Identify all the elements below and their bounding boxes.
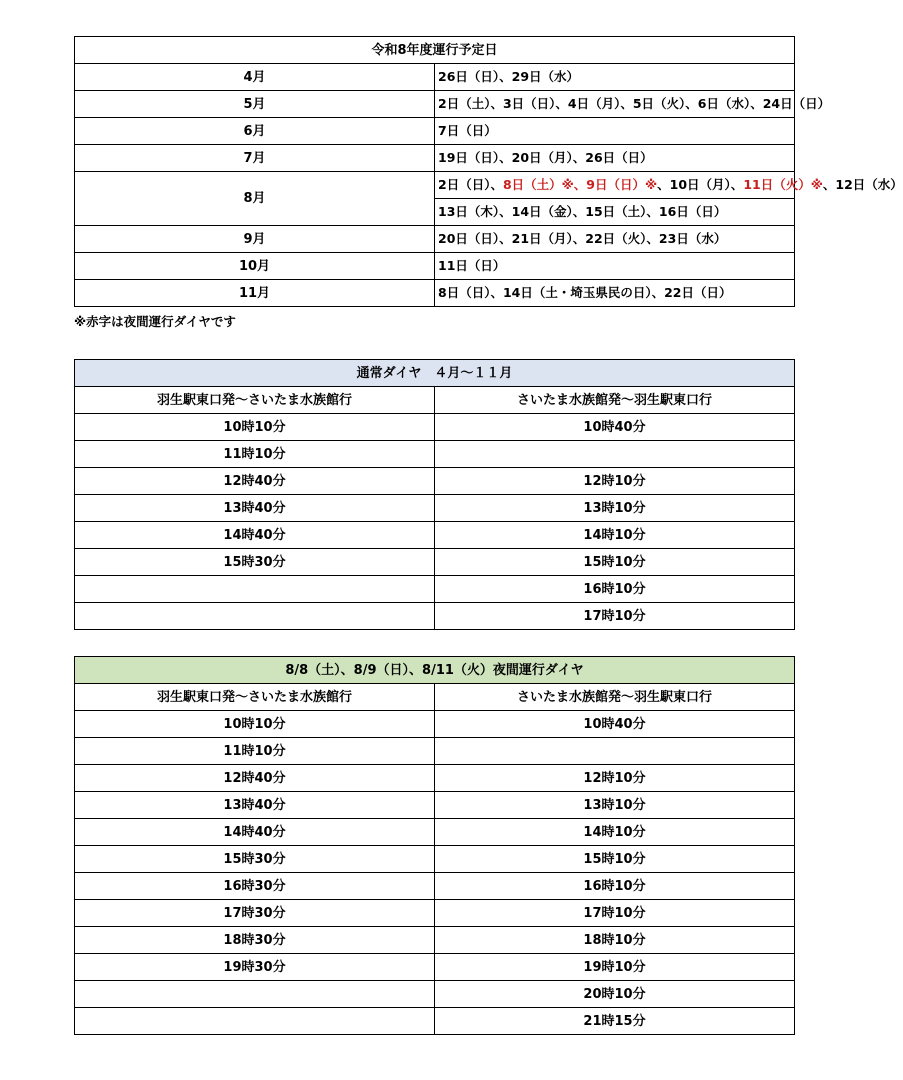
calendar-row xyxy=(75,145,795,172)
night-operation-date: 11日（火）※ xyxy=(743,176,823,192)
outbound-departure-time: 13時40分 xyxy=(75,495,435,522)
timetable-row xyxy=(75,1008,795,1035)
operation-date: 、10日（月）、 xyxy=(657,176,744,192)
calendar-title-row xyxy=(75,37,795,64)
calendar-row xyxy=(75,253,795,280)
inbound-departure-time: 14時10分 xyxy=(435,522,795,549)
calendar-days xyxy=(435,280,795,307)
operation-date: 2日（土）、3日（日）、4日（月）、5日（火）、6日（水）、24日（日） xyxy=(438,95,831,111)
inbound-departure-time: 12時10分 xyxy=(435,468,795,495)
outbound-departure-time xyxy=(75,603,435,630)
timetable-row xyxy=(75,738,795,765)
calendar-days xyxy=(435,226,795,253)
outbound-departure-time: 13時40分 xyxy=(75,792,435,819)
calendar-row xyxy=(75,91,795,118)
outbound-departure-time: 15時30分 xyxy=(75,549,435,576)
calendar-days xyxy=(435,145,795,172)
calendar-month: 8月 xyxy=(75,172,435,226)
operation-date: 19日（日）、20日（月）、26日（日） xyxy=(438,149,653,165)
timetable-row xyxy=(75,522,795,549)
timetable-row xyxy=(75,981,795,1008)
outbound-departure-time: 11時10分 xyxy=(75,441,435,468)
timetable-row xyxy=(75,468,795,495)
calendar-month: 9月 xyxy=(75,226,435,253)
calendar-row xyxy=(75,172,795,199)
timetable-row xyxy=(75,495,795,522)
calendar-days xyxy=(435,172,903,199)
calendar-month: 11月 xyxy=(75,280,435,307)
calendar-row xyxy=(75,226,795,253)
timetable-column-header-row xyxy=(75,387,795,414)
timetable-row xyxy=(75,846,795,873)
inbound-departure-time: 17時10分 xyxy=(435,900,795,927)
inbound-departure-time: 13時10分 xyxy=(435,495,795,522)
inbound-departure-time: 18時10分 xyxy=(435,927,795,954)
inbound-departure-time: 20時10分 xyxy=(435,981,795,1008)
outbound-departure-time: 12時40分 xyxy=(75,468,435,495)
timetable-title: 通常ダイヤ ４月～１１月 xyxy=(75,360,795,387)
outbound-departure-time: 18時30分 xyxy=(75,927,435,954)
calendar-row xyxy=(75,64,795,91)
outbound-departure-time: 17時30分 xyxy=(75,900,435,927)
calendar-month: 6月 xyxy=(75,118,435,145)
timetable-row xyxy=(75,819,795,846)
timetable-row xyxy=(75,954,795,981)
regular-timetable xyxy=(74,359,795,630)
outbound-departure-time: 14時40分 xyxy=(75,819,435,846)
operation-date: 8日（日）、14日（土・埼玉県民の日）、22日（日） xyxy=(438,284,732,300)
timetable-row xyxy=(75,927,795,954)
operation-date: 2日（日）、 xyxy=(438,176,503,192)
inbound-departure-time: 14時10分 xyxy=(435,819,795,846)
inbound-departure-time: 19時10分 xyxy=(435,954,795,981)
calendar-month: 10月 xyxy=(75,253,435,280)
operation-calendar-table xyxy=(74,36,903,307)
calendar-month: 5月 xyxy=(75,91,435,118)
calendar-month: 7月 xyxy=(75,145,435,172)
outbound-departure-time xyxy=(75,981,435,1008)
timetable-row xyxy=(75,414,795,441)
inbound-departure-time: 15時10分 xyxy=(435,549,795,576)
inbound-column-header: さいたま水族館発～羽生駅東口行 xyxy=(435,684,795,711)
inbound-departure-time: 10時40分 xyxy=(435,711,795,738)
operation-date: 26日（日）、29日（水） xyxy=(438,68,580,84)
operation-date: 7日（日） xyxy=(438,122,497,138)
timetable-title: 8/8（土）、8/9（日）、8/11（火）夜間運行ダイヤ xyxy=(75,657,795,684)
calendar-row xyxy=(75,280,795,307)
calendar-days xyxy=(435,64,795,91)
inbound-departure-time: 12時10分 xyxy=(435,765,795,792)
operation-date: 13日（木）、14日（金）、15日（土）、16日（日） xyxy=(438,203,727,219)
operation-date: 11日（日） xyxy=(438,257,506,273)
timetable-title-row xyxy=(75,657,795,684)
timetable-row xyxy=(75,873,795,900)
outbound-departure-time: 12時40分 xyxy=(75,765,435,792)
calendar-days xyxy=(435,91,831,118)
timetable-row xyxy=(75,576,795,603)
calendar-row xyxy=(75,118,795,145)
outbound-departure-time: 10時10分 xyxy=(75,711,435,738)
outbound-departure-time: 10時10分 xyxy=(75,414,435,441)
inbound-departure-time xyxy=(435,738,795,765)
outbound-departure-time: 14時40分 xyxy=(75,522,435,549)
outbound-departure-time xyxy=(75,1008,435,1035)
inbound-departure-time: 21時15分 xyxy=(435,1008,795,1035)
timetable-column-header-row xyxy=(75,684,795,711)
timetable-row xyxy=(75,792,795,819)
timetable-row xyxy=(75,603,795,630)
timetable-row xyxy=(75,711,795,738)
timetable-row xyxy=(75,900,795,927)
inbound-departure-time: 17時10分 xyxy=(435,603,795,630)
inbound-departure-time: 15時10分 xyxy=(435,846,795,873)
outbound-departure-time: 15時30分 xyxy=(75,846,435,873)
calendar-note: ※赤字は夜間運行ダイヤです xyxy=(74,314,236,329)
timetable-row xyxy=(75,549,795,576)
outbound-column-header: 羽生駅東口発～さいたま水族館行 xyxy=(75,684,435,711)
outbound-departure-time: 16時30分 xyxy=(75,873,435,900)
inbound-departure-time xyxy=(435,441,795,468)
inbound-departure-time: 16時10分 xyxy=(435,873,795,900)
timetable-row xyxy=(75,765,795,792)
outbound-departure-time xyxy=(75,576,435,603)
outbound-departure-time: 11時10分 xyxy=(75,738,435,765)
calendar-days xyxy=(435,199,795,226)
inbound-departure-time: 10時40分 xyxy=(435,414,795,441)
calendar-days xyxy=(435,253,795,280)
outbound-departure-time: 19時30分 xyxy=(75,954,435,981)
calendar-days xyxy=(435,118,795,145)
inbound-departure-time: 16時10分 xyxy=(435,576,795,603)
timetable-row xyxy=(75,441,795,468)
outbound-column-header: 羽生駅東口発～さいたま水族館行 xyxy=(75,387,435,414)
timetable-title-row xyxy=(75,360,795,387)
calendar-title: 令和8年度運行予定日 xyxy=(75,37,795,64)
operation-date: 、12日（水） xyxy=(822,176,903,192)
operation-date: 20日（日）、21日（月）、22日（火）、23日（水） xyxy=(438,230,727,246)
night-operation-date: 8日（土）※、9日（日）※ xyxy=(502,176,658,192)
calendar-month: 4月 xyxy=(75,64,435,91)
inbound-column-header: さいたま水族館発～羽生駅東口行 xyxy=(435,387,795,414)
inbound-departure-time: 13時10分 xyxy=(435,792,795,819)
night-timetable xyxy=(74,656,795,1035)
